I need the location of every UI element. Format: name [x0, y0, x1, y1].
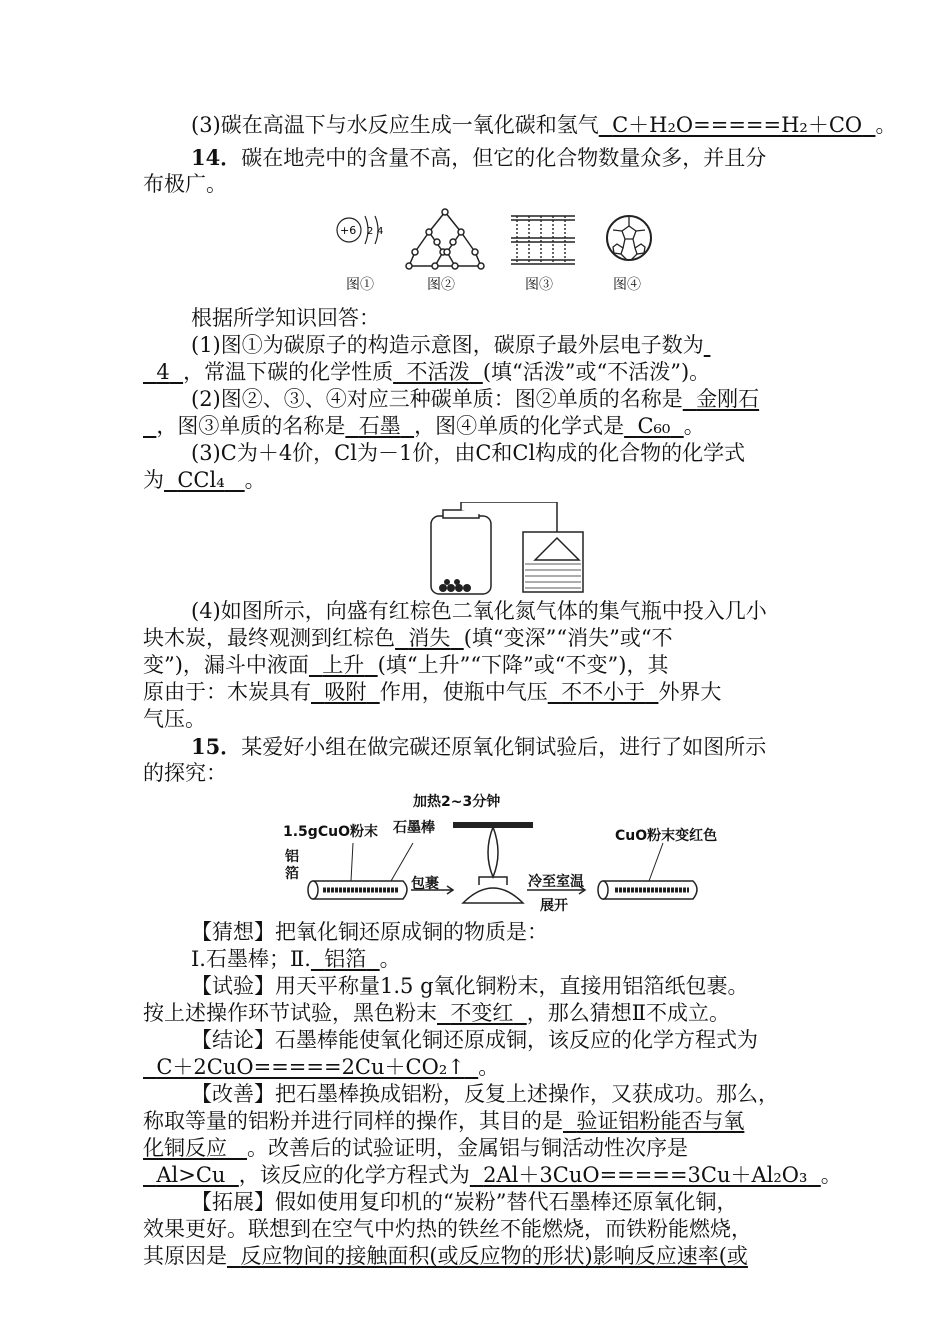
q15-impr-line4	[143, 1162, 842, 1189]
q14-p3-answer	[164, 468, 245, 492]
document-page	[143, 112, 897, 1270]
atom-nucleus-label: +6	[340, 224, 357, 237]
wrap-label: 包裹	[411, 876, 439, 892]
q14-p2-end: 。	[683, 414, 705, 438]
q15-ext-answer-text: 反应物间的接触面积(或反应物的形状)影响反应速率(或	[240, 1244, 748, 1268]
q14-p2-text3: ，图④单质的化学式是	[414, 414, 625, 438]
q13-3-line1	[143, 112, 897, 139]
q14-p3-answer-text: CCl₄	[177, 468, 225, 492]
gas-bottle-funnel-diagram	[423, 502, 593, 596]
q15-guess-line2	[143, 946, 811, 973]
q14-p3-line1	[143, 440, 811, 467]
q15-ext-text3: 其原因是	[143, 1244, 227, 1268]
result-label: CuO粉末变红色	[615, 828, 718, 844]
q14-intro-line2	[143, 171, 811, 198]
q14-p1-answer1	[143, 360, 183, 384]
q14-p2-answer3-text: C₆₀	[637, 414, 671, 438]
q14-p4-text6: 原由于：木炭具有	[143, 680, 311, 704]
atom-shell-1: 2	[367, 226, 374, 237]
q14-p4-answer2	[309, 653, 378, 677]
q15-test-line1	[143, 973, 811, 1000]
q14-p1-text3: (填“活泼”或“不活泼”)。	[482, 360, 711, 384]
q14-p2-answer3	[624, 414, 684, 438]
q15-intro-line2	[143, 760, 811, 787]
q15-concl-end: 。	[478, 1055, 500, 1079]
foil-label: 铝箔	[285, 849, 299, 882]
q15-impr-line2	[143, 1108, 811, 1135]
q15-concl-line1	[143, 1027, 811, 1054]
fig1-caption: 图①	[346, 277, 374, 293]
q15-guess-end: 。	[379, 947, 401, 971]
cool-label: 冷至室温	[528, 874, 584, 890]
fig3-caption: 图③	[525, 277, 553, 293]
q13-3-answer	[599, 113, 876, 137]
q15-impr-line3	[143, 1135, 811, 1162]
q15-concl-line2	[143, 1054, 811, 1081]
q14-p4-answer1-text: 消失	[408, 626, 451, 650]
q14-p1-line1	[143, 332, 811, 359]
q15-guess-line1	[143, 919, 811, 946]
q15-intro-line1	[143, 733, 811, 760]
q14-p2-answer2-text: 石墨	[358, 414, 401, 438]
q14-p4-text5: (填“上升”“下降”或“不变”)，其	[377, 653, 669, 677]
q15-concl-answer	[143, 1055, 478, 1079]
q15-impr-answer1a-text: 验证铝粉能否与氧	[576, 1109, 745, 1133]
q14-intro-line1	[143, 144, 811, 171]
q14-prompt-text: 根据所学知识回答：	[191, 306, 380, 330]
q14-p1-text: (1)图①为碳原子的构造示意图，碳原子最外层电子数为	[191, 333, 704, 357]
q15-impr-answer1b	[143, 1136, 247, 1160]
q14-p2-answer1-text: 金刚石	[696, 387, 760, 411]
q15-ext-text: 【拓展】假如使用复印机的“炭粉”替代石墨棒还原氧化铜，	[191, 1190, 738, 1214]
q14-p3-text2: 为	[143, 468, 164, 492]
fig4-caption: 图④	[613, 277, 641, 293]
q15-impr-answer1b-text: 化铜反应	[143, 1136, 227, 1160]
graphite-structure-diagram	[507, 208, 579, 272]
heat-label: 加热2~3分钟	[413, 794, 501, 810]
open-label: 展开	[540, 898, 568, 914]
q14-intro2: 布极广。	[143, 172, 227, 196]
q14-p2-answer2	[345, 414, 414, 438]
q15-impr-end: 。	[820, 1163, 842, 1187]
q14-p4-text: (4)如图所示，向盛有红棕色二氧化氮气体的集气瓶中投入几小	[191, 599, 767, 623]
q15-ext-line1	[143, 1189, 811, 1216]
q14-p2-text: (2)图②、③、④对应三种碳单质：图②单质的名称是	[191, 387, 683, 411]
q15-test-answer	[437, 1001, 527, 1025]
q14-p4-answer2-text: 上升	[322, 653, 365, 677]
q15-impr-answer3-text: 2Al＋3CuO=====3Cu＋Al₂O₃	[483, 1163, 808, 1187]
experiment-figure	[143, 791, 811, 919]
q14-p3-line2	[143, 467, 811, 494]
gas-bottle-apparatus	[143, 502, 811, 598]
q14-p4-text8: 外界大	[658, 680, 722, 704]
q14-p1-answer2-text: 不活泼	[406, 360, 470, 384]
q14-p2-line1	[143, 386, 811, 413]
q14-p4-answer1	[395, 626, 464, 650]
q15-ext-text2: 效果更好。联想到在空气中灼热的铁丝不能燃烧，而铁粉能燃烧，	[143, 1217, 752, 1241]
q15-number: 15．	[191, 734, 242, 759]
q14-intro1: 碳在地壳中的含量不高，但它的化合物数量众多，并且分	[241, 146, 767, 170]
q14-p4-line5	[143, 706, 811, 733]
q13-3-answer-text: C＋H₂O=====H₂＋CO	[612, 113, 863, 137]
q14-p4-text9: 气压。	[143, 707, 206, 731]
q15-impr-line1	[143, 1081, 811, 1108]
q14-p4-text4: 变”)，漏斗中液面	[143, 653, 309, 677]
q15-test-end: ，那么猜想Ⅱ不成立。	[526, 1001, 730, 1025]
q15-impr-text2: 称取等量的铝粉并进行同样的操作，其目的是	[143, 1109, 563, 1133]
q14-p2-answer1	[683, 387, 759, 411]
q14-number: 14．	[191, 145, 242, 170]
q13-3-text: (3)碳在高温下与水反应生成一氧化碳和氢气	[191, 113, 599, 137]
q15-ext-line3	[143, 1243, 811, 1270]
q14-p3-end: 。	[244, 468, 266, 492]
q15-guess-answer-text: 铝箔	[324, 947, 367, 971]
q14-p4-answer4	[548, 680, 659, 704]
q15-impr-text3: 。改善后的试验证明，金属铝与铜活动性次序是	[247, 1136, 689, 1160]
q14-p4-line2	[143, 625, 811, 652]
q14-prompt	[143, 305, 811, 332]
q14-p1-answer2	[393, 360, 483, 384]
q15-test-text: 【试验】用天平称量1.5 g氧化铜粉末，直接用铝箔纸包裹。	[191, 974, 749, 998]
q15-impr-answer3	[470, 1163, 821, 1187]
q14-p1-text2: ，常温下碳的化学性质	[183, 360, 394, 384]
q15-impr-answer1a	[563, 1109, 744, 1133]
q13-3-end: 。	[875, 113, 897, 137]
q15-impr-answer2-text: Al>Cu	[156, 1163, 226, 1187]
q15-guess-answer	[311, 947, 380, 971]
q14-p4-line4	[143, 679, 811, 706]
q15-impr-answer2	[143, 1163, 239, 1187]
q15-ext-answer	[227, 1244, 748, 1268]
c60-structure-diagram	[605, 208, 653, 272]
q15-guess-text2: Ⅰ.石墨棒；Ⅱ.	[191, 947, 311, 971]
q15-test-line2	[143, 1000, 811, 1027]
experiment-diagram	[303, 803, 733, 919]
q15-concl-answer-text: C＋2CuO=====2Cu＋CO₂↑	[156, 1055, 465, 1079]
q15-intro2: 的探究：	[143, 761, 227, 785]
q14-p1-line2	[143, 359, 811, 386]
q14-p4-answer3	[311, 680, 380, 704]
carbon-figures	[143, 208, 811, 300]
q14-p3-text: (3)C为＋4价，Cl为－1价，由C和Cl构成的化合物的化学式	[191, 441, 746, 465]
q15-impr-text: 【改善】把石墨棒换成铝粉，反复上述操作，又获成功。那么，	[191, 1082, 779, 1106]
q15-concl-text: 【结论】石墨棒能使氧化铜还原成铜，该反应的化学方程式为	[191, 1028, 758, 1052]
q15-impr-text4: ，该反应的化学方程式为	[238, 1163, 470, 1187]
q14-p4-text2: 块木炭，最终观测到红棕色	[143, 626, 395, 650]
diamond-structure-diagram	[405, 208, 485, 272]
q15-guess-text: 【猜想】把氧化铜还原成铜的物质是：	[191, 920, 548, 944]
q15-test-answer-text: 不变红	[450, 1001, 514, 1025]
q14-p4-text7: 作用，使瓶中气压	[379, 680, 548, 704]
q14-p4-line3	[143, 652, 811, 679]
q14-p1-answer1-text: 4	[156, 360, 170, 384]
q14-p4-answer4-text: 不不小于	[561, 680, 646, 704]
q14-p2-text2: ，图③单质的名称是	[156, 414, 346, 438]
carbon-atom-diagram	[333, 208, 393, 252]
atom-shell-2: 4	[377, 226, 384, 237]
q14-p4-text3: (填“变深”“消失”或“不	[463, 626, 673, 650]
q15-ext-line2	[143, 1216, 811, 1243]
q14-p4-line1	[143, 598, 811, 625]
q15-test-text2: 按上述操作环节试验，黑色粉末	[143, 1001, 437, 1025]
rod-label: 石墨棒	[393, 820, 435, 836]
q15-intro1: 某爱好小组在做完碳还原氧化铜试验后，进行了如图所示	[241, 735, 767, 759]
fig2-caption: 图②	[427, 277, 455, 293]
powder-label: 1.5gCuO粉末	[283, 824, 378, 840]
q14-p4-answer3-text: 吸附	[324, 680, 367, 704]
q14-p2-line2	[143, 413, 811, 440]
